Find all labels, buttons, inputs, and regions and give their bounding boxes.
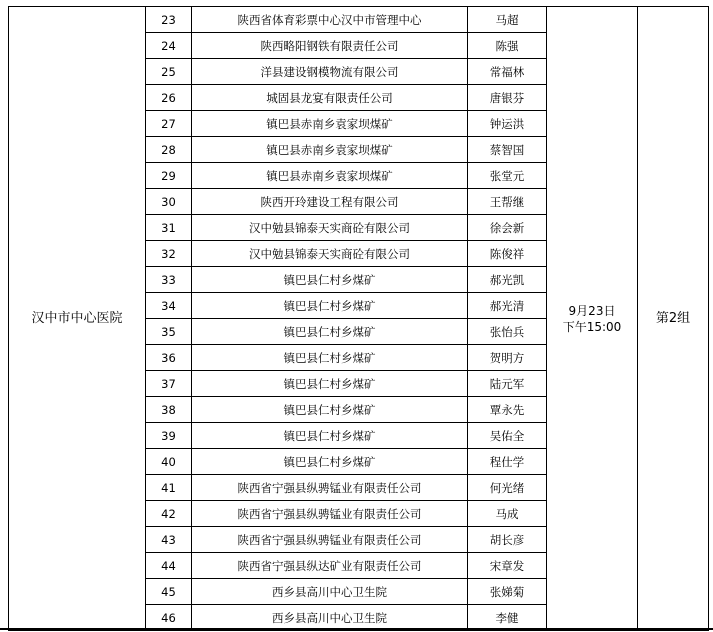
company-cell: 镇巴县赤南乡袁家坝煤矿 [192, 163, 468, 189]
company-cell: 陕西开玲建设工程有限公司 [192, 189, 468, 215]
schedule-time: 下午15:00 [562, 319, 622, 334]
row-number-cell: 31 [146, 215, 192, 241]
company-cell: 镇巴县仁村乡煤矿 [192, 371, 468, 397]
person-name-cell: 马成 [468, 501, 547, 527]
company-cell: 陕西省宁强县纵骋锰业有限责任公司 [192, 475, 468, 501]
person-name-cell: 陈俊祥 [468, 241, 547, 267]
company-cell: 陕西省宁强县纵骋锰业有限责任公司 [192, 501, 468, 527]
person-name-cell: 胡长彦 [468, 527, 547, 553]
row-number-cell: 41 [146, 475, 192, 501]
company-cell: 西乡县高川中心卫生院 [192, 605, 468, 631]
company-cell: 镇巴县仁村乡煤矿 [192, 397, 468, 423]
person-name-cell: 张堂元 [468, 163, 547, 189]
row-number-cell: 36 [146, 345, 192, 371]
row-number-cell: 24 [146, 33, 192, 59]
person-name-cell: 王帮继 [468, 189, 547, 215]
bottom-border-line [0, 628, 713, 630]
person-name-cell: 钟运洪 [468, 111, 547, 137]
company-cell: 陕西略阳钢铁有限责任公司 [192, 33, 468, 59]
schedule-cell [547, 7, 638, 631]
company-cell: 西乡县高川中心卫生院 [192, 579, 468, 605]
row-number-cell: 27 [146, 111, 192, 137]
company-cell: 镇巴县仁村乡煤矿 [192, 449, 468, 475]
row-number-cell: 44 [146, 553, 192, 579]
row-number-cell: 34 [146, 293, 192, 319]
row-number-cell: 30 [146, 189, 192, 215]
company-cell: 陕西省体育彩票中心汉中市管理中心 [192, 7, 468, 33]
company-cell: 陕西省宁强县纵达矿业有限责任公司 [192, 553, 468, 579]
row-number-cell: 25 [146, 59, 192, 85]
row-number-cell: 43 [146, 527, 192, 553]
person-name-cell: 程仕学 [468, 449, 547, 475]
person-name-cell: 何光绪 [468, 475, 547, 501]
company-cell: 镇巴县仁村乡煤矿 [192, 267, 468, 293]
hospital-cell: 汉中市中心医院 [9, 7, 146, 631]
row-number-cell: 28 [146, 137, 192, 163]
schedule-date: 9月23日 [568, 303, 616, 318]
row-number-cell: 39 [146, 423, 192, 449]
roster-body [9, 7, 709, 631]
company-cell: 镇巴县仁村乡煤矿 [192, 319, 468, 345]
row-number-cell: 45 [146, 579, 192, 605]
row-number-cell: 33 [146, 267, 192, 293]
company-cell: 汉中勉县锦泰天实商砼有限公司 [192, 241, 468, 267]
table-row [9, 7, 709, 33]
row-number-cell: 38 [146, 397, 192, 423]
person-name-cell: 马超 [468, 7, 547, 33]
row-number-cell: 37 [146, 371, 192, 397]
person-name-cell: 吴佑全 [468, 423, 547, 449]
row-number-cell: 42 [146, 501, 192, 527]
row-number-cell: 35 [146, 319, 192, 345]
company-cell: 镇巴县赤南乡袁家坝煤矿 [192, 137, 468, 163]
person-name-cell: 张怡兵 [468, 319, 547, 345]
person-name-cell: 张娣菊 [468, 579, 547, 605]
person-name-cell: 常福林 [468, 59, 547, 85]
row-number-cell: 46 [146, 605, 192, 631]
company-cell: 洋县建设钢模物流有限公司 [192, 59, 468, 85]
company-cell: 镇巴县仁村乡煤矿 [192, 423, 468, 449]
person-name-cell: 李健 [468, 605, 547, 631]
row-number-cell: 32 [146, 241, 192, 267]
person-name-cell: 唐银芬 [468, 85, 547, 111]
group-cell: 第2组 [638, 7, 709, 631]
person-name-cell: 郝光凯 [468, 267, 547, 293]
company-cell: 镇巴县赤南乡袁家坝煤矿 [192, 111, 468, 137]
company-cell: 陕西省宁强县纵骋锰业有限责任公司 [192, 527, 468, 553]
person-name-cell: 蔡智国 [468, 137, 547, 163]
person-name-cell: 陆元军 [468, 371, 547, 397]
row-number-cell: 29 [146, 163, 192, 189]
company-cell: 镇巴县仁村乡煤矿 [192, 293, 468, 319]
row-number-cell: 23 [146, 7, 192, 33]
company-cell: 镇巴县仁村乡煤矿 [192, 345, 468, 371]
person-name-cell: 陈强 [468, 33, 547, 59]
company-cell: 汉中勉县锦泰天实商砼有限公司 [192, 215, 468, 241]
person-name-cell: 贺明方 [468, 345, 547, 371]
row-number-cell: 26 [146, 85, 192, 111]
person-name-cell: 宋章发 [468, 553, 547, 579]
company-cell: 城固县龙宴有限责任公司 [192, 85, 468, 111]
person-name-cell: 徐会新 [468, 215, 547, 241]
roster-table [8, 6, 709, 631]
person-name-cell: 郝光清 [468, 293, 547, 319]
person-name-cell: 覃永先 [468, 397, 547, 423]
row-number-cell: 40 [146, 449, 192, 475]
